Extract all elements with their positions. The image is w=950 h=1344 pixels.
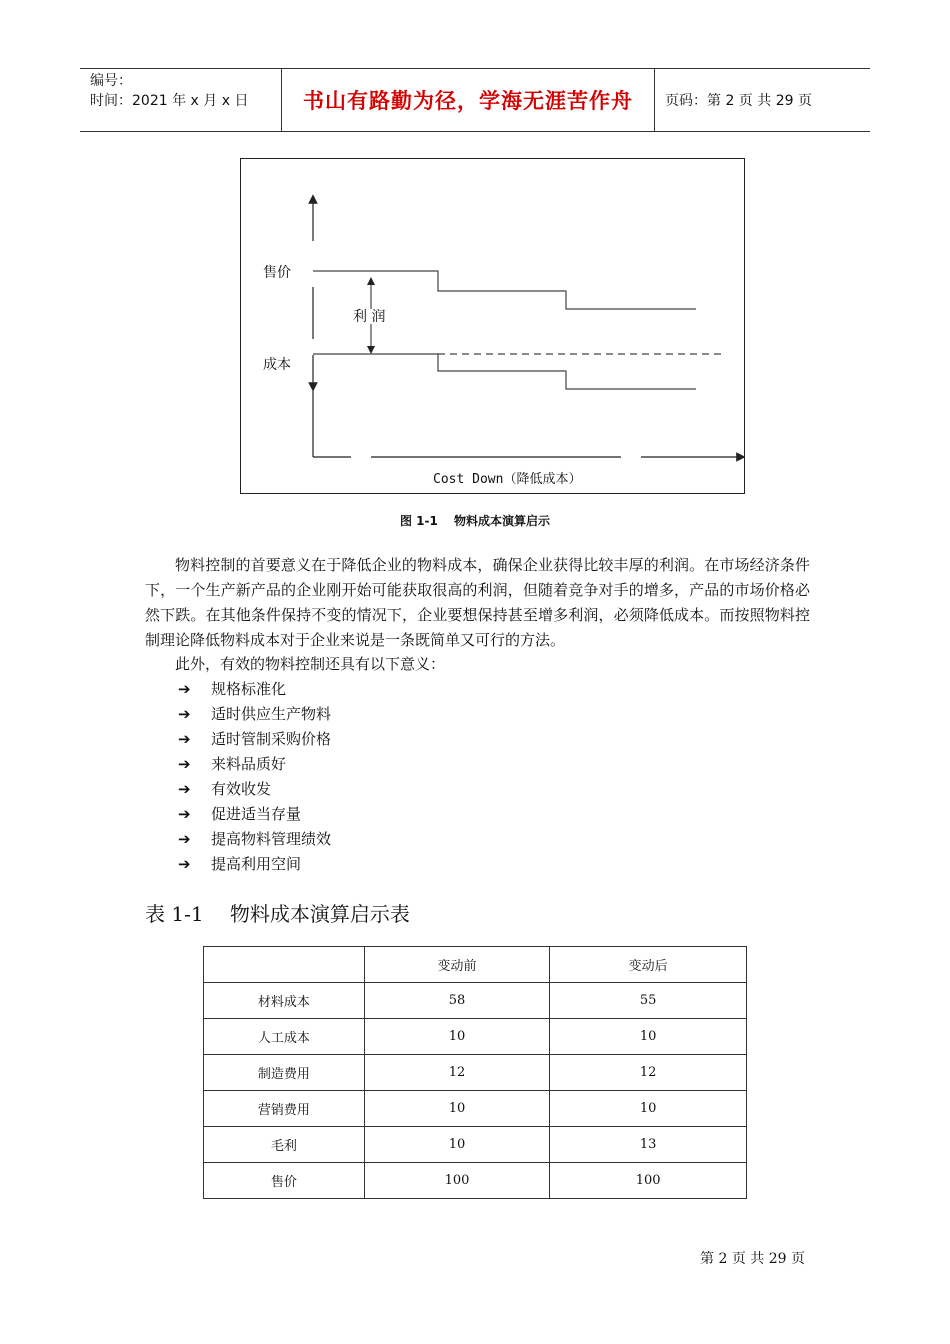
table-cell: 人工成本: [204, 1019, 365, 1055]
cost-down-figure: [240, 158, 745, 494]
table-cell: 58: [364, 983, 550, 1019]
table-cell: 毛利: [204, 1127, 365, 1163]
list-item: ➔ 适时管制采购价格: [178, 727, 331, 752]
header-page-code: 页码：第 2 页 共 29 页: [665, 93, 812, 109]
list-item: ➔ 有效收发: [178, 777, 331, 802]
label-cost: 成本: [263, 357, 291, 373]
body-paragraph-2: 此外，有效的物料控制还具有以下意义：: [175, 655, 446, 673]
table-row: [204, 1055, 747, 1091]
label-profit: 利 润: [353, 309, 386, 325]
table-cell: 12: [550, 1055, 747, 1091]
table-header-row: [204, 947, 747, 983]
table-row: [204, 1163, 747, 1199]
table-row: [204, 1019, 747, 1055]
arrow-right-icon: ➔: [178, 855, 191, 873]
page-header: [80, 68, 870, 132]
arrow-right-icon: ➔: [178, 805, 191, 823]
document-number-label: 编号：: [90, 73, 132, 89]
document-date: 时间：2021 年 x 月 x 日: [90, 93, 249, 109]
table-cell: 12: [364, 1055, 550, 1091]
table-header-cell: [204, 947, 365, 983]
label-price: 售价: [263, 265, 291, 281]
cost-down-diagram: [241, 159, 744, 493]
list-item: ➔ 提高利用空间: [178, 852, 331, 877]
price-line: [313, 271, 696, 309]
list-item: ➔ 来料品质好: [178, 752, 331, 777]
table-cell: 55: [550, 983, 747, 1019]
table-cell: 10: [364, 1127, 550, 1163]
list-item: ➔ 促进适当存量: [178, 802, 331, 827]
list-item: ➔ 规格标准化: [178, 677, 331, 702]
figure-caption: 图 1-1 物料成本演算启示: [399, 514, 551, 528]
arrow-right-icon: ➔: [178, 830, 191, 848]
significance-list: [178, 677, 331, 877]
table-header-cell: 变动后: [550, 947, 747, 983]
arrow-right-icon: ➔: [178, 680, 191, 698]
table-cell: 10: [550, 1091, 747, 1127]
header-meta: [80, 69, 282, 131]
label-x-axis: Cost Down（降低成本）: [433, 472, 582, 487]
header-motto: 书山有路勤为径，学海无涯苦作舟: [282, 69, 655, 131]
table-header-cell: 变动前: [364, 947, 550, 983]
page-footer: 第 2 页 共 29 页: [700, 1251, 805, 1267]
table-cell: 营销费用: [204, 1091, 365, 1127]
table-cell: 10: [364, 1019, 550, 1055]
body-paragraph-1: 物料控制的首要意义在于降低企业的物料成本，确保企业获得比较丰厚的利润。在市场经济条件下，一个生产新产品的企业刚开始可能获取很高的利润，但随着竞争对手的增多，产品的市场价格必然下跌。在其他条件保持不变的情况下，企业要想保持甚至增多利润，必须降低成本。而按照物料控制理论降低物料成本对于企业来说是一条既简单又可行的方法。: [145, 556, 810, 649]
table-cell: 100: [364, 1163, 550, 1199]
list-item: ➔ 提高物料管理绩效: [178, 827, 331, 852]
arrow-right-icon: ➔: [178, 705, 191, 723]
table-cell: 售价: [204, 1163, 365, 1199]
table-cell: 100: [550, 1163, 747, 1199]
table-row: [204, 1091, 747, 1127]
table-cell: 10: [364, 1091, 550, 1127]
cost-table: [203, 946, 747, 1199]
table-cell: 制造费用: [204, 1055, 365, 1091]
list-item: ➔ 适时供应生产物料: [178, 702, 331, 727]
table-row: [204, 983, 747, 1019]
arrow-right-icon: ➔: [178, 730, 191, 748]
table-title: 表 1-1 物料成本演算启示表: [145, 902, 410, 926]
table-row: [204, 1127, 747, 1163]
arrow-right-icon: ➔: [178, 780, 191, 798]
cost-line: [313, 354, 696, 389]
table-cell: 13: [550, 1127, 747, 1163]
table-cell: 材料成本: [204, 983, 365, 1019]
arrow-right-icon: ➔: [178, 755, 191, 773]
table-cell: 10: [550, 1019, 747, 1055]
